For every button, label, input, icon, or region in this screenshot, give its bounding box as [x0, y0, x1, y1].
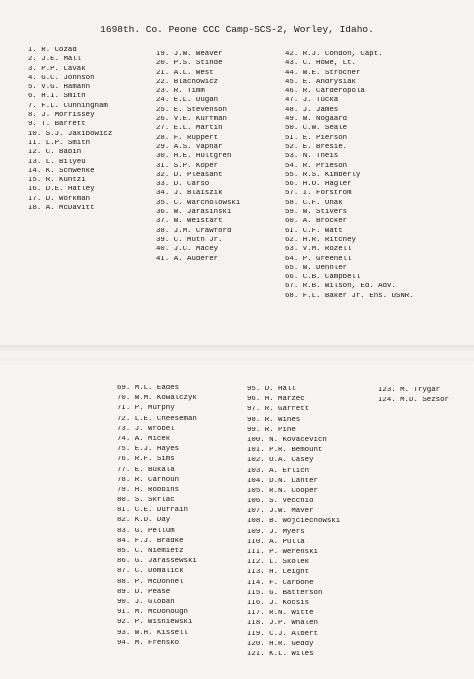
roster-entry: 98. R. Wines — [247, 416, 301, 424]
roster-entry: I5. R. Kuntzi — [28, 177, 86, 185]
roster-entry: I07. J.W. Maver — [247, 508, 314, 516]
roster-entry: 83. G. Pellum — [117, 527, 175, 535]
roster-entry: 73. J. Wrobel — [117, 425, 175, 433]
roster-entry: 68. F.L. Baker Jr. Ens. USNR. — [285, 292, 414, 300]
roster-entry: 6. H.I. Smith — [28, 93, 86, 101]
roster-entry: 20. P.S. Stinde — [156, 60, 223, 68]
roster-entry: 55. R.S. Kimberly — [285, 171, 361, 179]
roster-entry: 79. H. Robbins — [117, 486, 180, 494]
roster-column-6 — [378, 387, 474, 407]
roster-entry: 67. R.B. Wilson, Ed. Adv. — [285, 283, 396, 291]
roster-entry: II7. R.N. Witte — [247, 610, 314, 618]
roster-entry: 63. V.M. Rozell — [285, 246, 352, 254]
roster-entry: 32. D. Pleasant — [156, 171, 223, 179]
roster-entry: II6. J. Kocsis — [247, 599, 310, 607]
roster-entry: 77. E. Bukala — [117, 466, 175, 474]
roster-entry: I05. R.N. Cooper — [247, 487, 318, 495]
roster-entry: I06. S. Vecchio — [247, 498, 314, 506]
roster-entry: I4. K. Schwenke — [28, 167, 95, 175]
roster-entry: 96. H. Marzec — [247, 396, 305, 404]
roster-entry: I00. N. Kovacevich — [247, 436, 327, 444]
roster-entry: II9. C.J. Albert — [247, 630, 318, 638]
roster-entry: 70. W.M. Kowalczyk — [117, 395, 197, 403]
roster-entry: 84. F.J. Bradke — [117, 537, 184, 545]
roster-entry: 69. M.L. Eades — [117, 385, 180, 392]
roster-column-3 — [285, 51, 471, 302]
roster-entry: II3. H. Leight — [247, 569, 310, 577]
roster-entry: 2I. A.L. West — [156, 69, 214, 77]
roster-entry: II2. L. Skolek — [247, 559, 310, 567]
roster-entry: 88. P. McDonnel — [117, 578, 184, 586]
roster-entry: 57. I. Forstrom — [285, 190, 352, 198]
roster-entry: II. L.P. Smith — [28, 139, 91, 147]
roster-entry: 92. P. Wisniewski — [117, 619, 193, 627]
roster-entry: 56. H.O. Hagler — [285, 181, 352, 189]
roster-entry: 65. W. Dennler — [285, 264, 348, 272]
roster-entry: 29. A.S. Vapnar — [156, 143, 223, 151]
roster-entry: I20. H.R. Geddy — [247, 640, 314, 648]
roster-entry: II8. J.P. Whalen — [247, 620, 318, 628]
roster-entry: 64. P. Greenell — [285, 255, 352, 263]
roster-column-2 — [156, 51, 286, 265]
roster-entry: 7. F.L. Cunningham — [28, 102, 108, 110]
roster-entry: 24. E.L. Dugan — [156, 97, 219, 105]
roster-entry: 62. H.R. Ritchey — [285, 236, 356, 244]
roster-entry: 4I. A. Auderer — [156, 255, 219, 263]
roster-entry: I9. J.W. Weaver — [156, 51, 223, 58]
roster-entry: 5. V.G. Hamann — [28, 84, 91, 92]
roster-entry: 25. E. Stevenson — [156, 106, 227, 114]
roster-entry: 47. J. Tucka — [285, 97, 339, 105]
roster-entry: 38. J.M. Crawford — [156, 227, 232, 235]
roster-entry: 9I. M. McDonough — [117, 609, 188, 617]
roster-entry: I6. D.E. Hatley — [28, 186, 95, 194]
roster-entry: 54. R. Prieson — [285, 162, 348, 170]
roster-entry: 99. R. Pine — [247, 426, 296, 434]
roster-entry: 6I. C.F. Watt — [285, 227, 343, 235]
roster-entry: 46. R. Carderopola — [285, 88, 365, 96]
roster-entry: 80. S. Skrlac — [117, 497, 175, 505]
roster-entry: 87. C. Domalick — [117, 568, 184, 576]
roster-column-1 — [28, 47, 158, 214]
roster-entry: 28. F. Ruppert — [156, 134, 219, 142]
roster-entry: II4. F. Carbone — [247, 579, 314, 587]
roster-entry: 53. N. Theis — [285, 153, 339, 161]
roster-entry: 10. S.J. Jakibowicz — [28, 130, 113, 138]
roster-entry: 40. J.C. Macey — [156, 246, 219, 254]
roster-entry: I08. B. Wojciechowski — [247, 518, 341, 526]
roster-column-5 — [247, 386, 377, 661]
roster-entry: 49. W. Nogaard — [285, 116, 348, 124]
roster-entry: 39. C. Muth Jr. — [156, 236, 223, 244]
roster-entry: 26. V.E. Kurfman — [156, 116, 227, 124]
roster-entry: 82. K.D. Day — [117, 517, 171, 525]
roster-entry: 58. C.F. Onak — [285, 199, 343, 207]
roster-entry: 23. R. Timm — [156, 88, 205, 96]
roster-entry: 3. P.P. Lavak — [28, 65, 86, 73]
roster-entry: 94. M. Frensko — [117, 639, 180, 647]
roster-entry: 3I. S.P. Koper — [156, 162, 219, 170]
roster-entry: 34. J. Blaiszik — [156, 190, 223, 198]
roster-entry: 45. E. Andrysiak — [285, 78, 356, 86]
roster-entry: II0. A. Pulla — [247, 538, 305, 546]
roster-column-4 — [117, 385, 247, 650]
roster-entry: II5. G. Batterson — [247, 589, 323, 597]
roster-entry: 95. D. Hall — [247, 386, 296, 393]
roster-entry: 93. W.H. Kissell — [117, 629, 188, 637]
roster-entry: 7I. P. Murphy — [117, 405, 175, 413]
roster-entry: 75. E.J. Hayes — [117, 446, 180, 454]
roster-entry: 97. R. Garrett — [247, 406, 310, 414]
roster-entry: 5I. E. Pierson — [285, 134, 348, 142]
roster-entry: I2I. K.L. Wiles — [247, 650, 314, 658]
roster-entry: 90. J. Globan — [117, 598, 175, 606]
roster-entry: 27. E.L. Martin — [156, 125, 223, 133]
roster-entry: 85. C. Niemietz — [117, 548, 184, 555]
roster-entry: III. P. Werenski — [247, 549, 318, 556]
roster-entry: 8. J. Morrissey — [28, 112, 95, 120]
roster-entry: I04. D.N. Lanter — [247, 477, 318, 485]
roster-entry: 50. C.W. Seale — [285, 125, 348, 133]
roster-entry: I7. D. Workman — [28, 195, 91, 203]
roster-entry: I02. O.A. Casey — [247, 457, 314, 465]
roster-entry: I8. A. McDavitt — [28, 205, 95, 213]
roster-entry: 35. C. Warcholowski — [156, 199, 241, 207]
roster-entry: 66. C.B. Campbell — [285, 274, 361, 282]
roster-entry: I0I. P.R. Bemount — [247, 447, 323, 455]
roster-title: 1698th. Co. Peone CCC Camp-SCS-2, Worley, Idaho. — [100, 24, 374, 35]
roster-entry: 4. G.C. Johnson — [28, 74, 95, 82]
roster-entry: I23. M. Trygar — [378, 387, 441, 394]
page-fold — [0, 345, 474, 361]
roster-entry: 8I. C.E. Dufrain — [117, 507, 188, 515]
roster-entry: 43. C. Howe, Lt. — [285, 60, 356, 68]
roster-entry: 59. W. Stivers — [285, 209, 348, 217]
roster-entry: 44. W.E. Strocher — [285, 69, 361, 77]
roster-entry: 52. E. Bresie. — [285, 143, 348, 151]
roster-entry: 74. A. Micek — [117, 435, 171, 443]
roster-entry: 36. W. Jarasinski — [156, 209, 232, 217]
roster-entry: I24. M.D. Sezsor — [378, 397, 449, 405]
roster-entry: 86. G. Jarassewski — [117, 558, 197, 566]
roster-entry: 76. R.F. Sims — [117, 456, 175, 464]
roster-entry: I. R. Cozad — [28, 47, 77, 54]
roster-entry: 60. A. Brocker — [285, 218, 348, 226]
roster-entry: 48. J. James — [285, 106, 339, 114]
roster-entry: 37. W. Weistart — [156, 218, 223, 226]
roster-entry: I2. C. Babin — [28, 149, 82, 157]
roster-entry: 9. T. Barrett — [28, 121, 86, 129]
roster-entry: 89. D. Pease — [117, 588, 171, 596]
roster-entry: I09. J. Myers — [247, 528, 305, 536]
roster-entry: 30. H.E. Hultgren — [156, 153, 232, 161]
roster-entry: 78. R. Carhoun — [117, 476, 180, 484]
roster-entry: 2. J.E. Mall — [28, 56, 82, 64]
roster-entry: I3. L. Bilyeu — [28, 158, 86, 166]
roster-entry: 33. D. Carso — [156, 181, 210, 189]
roster-entry: 22. Blachowicz — [156, 78, 219, 86]
roster-entry: 42. R.J. Condon, Capt. — [285, 51, 383, 58]
roster-entry: I03. A. Erlich — [247, 467, 310, 475]
roster-entry: 72. L.E. Cheeseman — [117, 415, 197, 423]
